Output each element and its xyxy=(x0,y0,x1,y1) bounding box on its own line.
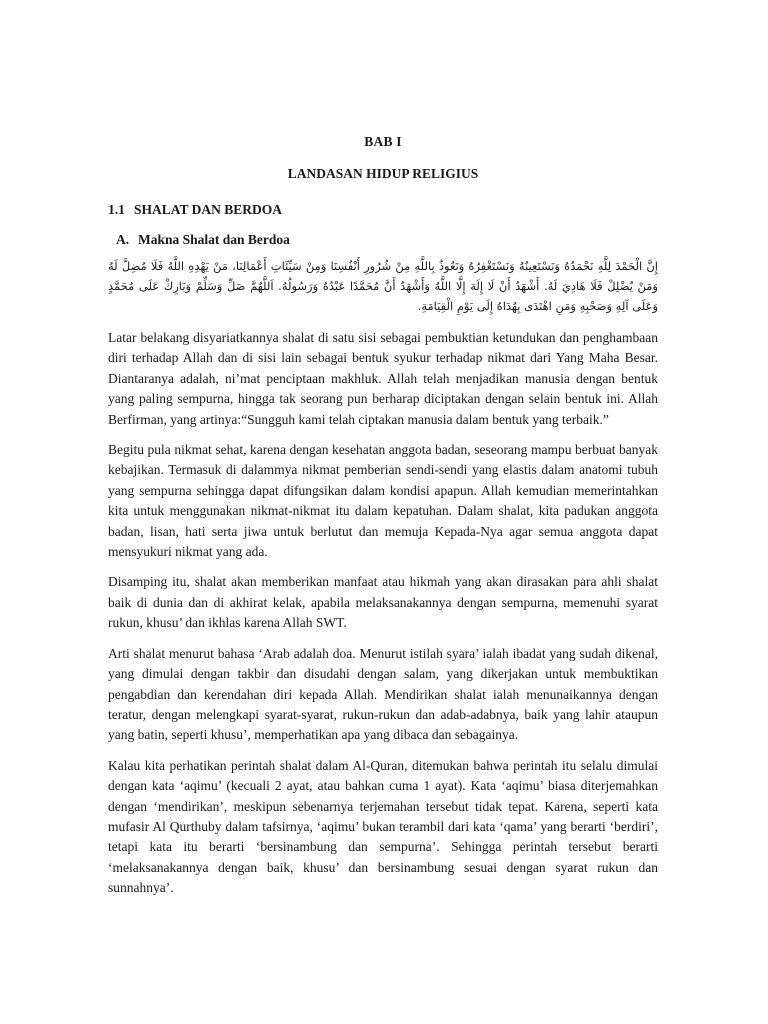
section-number: 1.1 xyxy=(108,202,125,217)
body-paragraph: Arti shalat menurut bahasa ‘Arab adalah doa. Menurut istilah syara’ ialah ibadat yang sudah dikenal, yang dimulai dengan takbir dan disudahi dengan salam, yang dikerjakan untuk membuktikan pengabdian dan kerendahan diri kepada Allah. Mendirikan shalat ialah menunaikannya dengan teratur, dengan melengkapi syarat-syarat, rukun-rukun dan adab-adabnya, baik yang lahir ataupun yang batin, seperti khusu’, memperhatikan apa yang dibaca dan sebagainya. xyxy=(108,645,658,743)
chapter-heading: BAB I xyxy=(364,134,402,149)
section-heading xyxy=(108,202,658,218)
page-content xyxy=(108,134,658,909)
body-paragraph: Begitu pula nikmat sehat, karena dengan kesehatan anggota badan, seseorang mampu berbuat banyak kebajikan. Termasuk di dalammya nikmat pemberian sendi-sendi yang elastis dalam anatomi tubuh yang sempurna sehingga dapat difungsikan dalam kondisi apapun. Allah kemudian memerintahkan kita untuk menggunakan nikmat-nikmat itu dalam kepatuhan. Dalam shalat, kita padukan anggota badan, lisan, hati serta jiwa untuk berlutut dan memuja Kepada-Nya agar semua anggota dapat mensyukuri nikmat yang ada. xyxy=(108,442,658,560)
body-paragraph: Disamping itu, shalat akan memberikan manfaat atau hikmah yang akan dirasakan para ahli shalat baik di dunia dan di akhirat kelak, apabila melaksanakannya dengan sempurna, memenuhi syarat rukun, khusu’ dan ikhlas karena Allah SWT. xyxy=(108,574,658,631)
arabic-opening-text: إِنَّ الْحَمْدَ لِلَّهِ نَحْمَدُهُ وَنَسْتَعِينُهُ وَنَسْتَغْفِرُهُ وَنَعُوذُ بِاللَّهِ مِنْ شُرُورِ أَنْفُسِنَا وَمِنْ سَيِّئَاتِ أَعْمَالِنَا، مَنْ يَهْدِهِ اللَّهُ فَلَا مُضِلَّ لَهُ وَمَنْ يُضْلِلْ فَلَا هَادِيَ لَهُ. أَشْهَدُ أَنْ لَا إِلَهَ إِلَّا اللَّهُ وَأَشْهَدُ أَنَّ مُحَمَّدًا عَبْدُهُ وَرَسُولُهُ. اَللَّهُمَّ صَلِّ وَسَلِّمْ وَبَارِكْ عَلَى مُحَمَّدٍ وَعَلَى آلِهِ وَصَحْبِهِ وَمَنِ اهْتَدَى بِهُدَاهُ إِلَى يَوْمِ الْقِيَامَةِ. xyxy=(108,259,658,313)
body-paragraph: Kalau kita perhatikan perintah shalat dalam Al-Quran, ditemukan bahwa perintah itu selalu dimulai dengan kata ‘aqimu’ (kecuali 2 ayat, atau bahkan cuma 1 ayat). Kata ‘aqimu’ biasa diterjemahkan dengan ‘mendirikan’, meskipun sebenarnya terjemahan tersebut tidak tepat. Karena, seperti kata mufasir Al Qurthuby dalam tafsirnya, ‘aqimu’ bukan terambil dari kata ‘qama’ yang berarti ‘berdiri’, tetapi kata itu berarti ‘bersinambung dan sempurna’. Sehingga perintah tersebut berarti ‘melaksanakannya dengan baik, khusu’ dan bersinambung sesuai dengan syarat rukun dan sunnahnya’. xyxy=(108,757,658,896)
body-paragraph: Latar belakang disyariatkannya shalat di satu sisi sebagai pembuktian ketundukan dan penghambaan diri terhadap Allah dan di sisi lain sebagai bentuk syukur terhadap nikmat dari Yang Maha Besar. Diantaranya adalah, ni’mat penciptaan makhluk. Allah telah menjadikan manusia dengan bentuk yang paling sempurna, hingga tak seorang pun berharap diciptakan dengan selain bentuk ini. Allah Berfirman, yang artinya:“Sungguh kami telah ciptakan manusia dalam bentuk yang terbaik.” xyxy=(108,330,658,427)
subsection-title: Makna Shalat dan Berdoa xyxy=(138,232,290,247)
section-title: SHALAT DAN BERDOA xyxy=(134,202,283,217)
subsection-heading xyxy=(116,232,658,248)
subsection-number: A. xyxy=(116,232,130,247)
chapter-title: LANDASAN HIDUP RELIGIUS xyxy=(287,166,479,181)
